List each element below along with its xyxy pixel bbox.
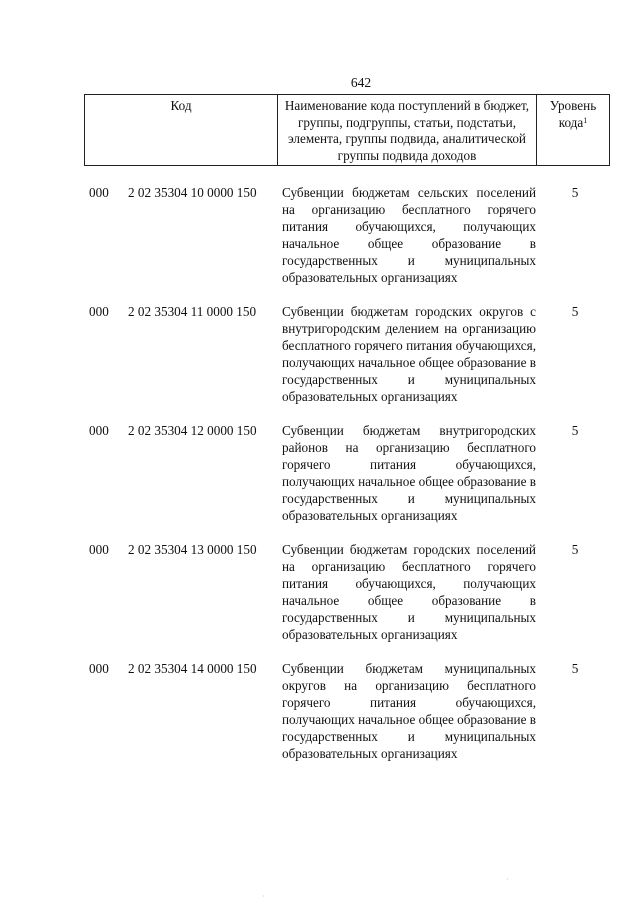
page-number: 642 <box>350 75 372 90</box>
table-row <box>0 542 640 661</box>
row-level: 5 <box>571 423 579 438</box>
row-budget-code: 2 02 35304 13 0000 150 <box>128 542 257 557</box>
scan-speck: · <box>262 892 265 901</box>
table-body <box>0 185 640 780</box>
row-admin-code: 000 <box>89 185 109 200</box>
table-header <box>84 94 610 166</box>
table-header-row <box>85 95 610 166</box>
row-admin-code: 000 <box>89 304 109 319</box>
table-row <box>0 304 640 423</box>
table-row <box>0 661 640 780</box>
row-budget-code: 2 02 35304 10 0000 150 <box>128 185 257 200</box>
row-level: 5 <box>571 304 579 319</box>
row-admin-code: 000 <box>89 661 109 676</box>
row-name: Субвенции бюджетам сельских поселений на организацию бесплатного горячего питания обучающихся, получающих начальное общее образование в государственных и муниципальных образовательных организациях <box>282 185 536 285</box>
header-level-label: Уровень кода <box>549 98 597 130</box>
row-name: Субвенции бюджетам городских округов с внутригородским делением на организацию бесплатного горячего питания обучающихся, получающих начальное общее образование в государственных и муниципальных образовательных организациях <box>282 304 536 404</box>
table-row <box>0 185 640 304</box>
row-level: 5 <box>571 661 579 676</box>
header-code: Код <box>85 95 278 166</box>
row-admin-code: 000 <box>89 423 109 438</box>
header-name: Наименование кода поступлений в бюджет, группы, подгруппы, статьи, подстатьи, элемента, группы подвида, аналитической группы подвида доходов <box>278 95 537 166</box>
header-level-footnote: 1 <box>583 115 588 125</box>
row-budget-code: 2 02 35304 11 0000 150 <box>128 304 257 319</box>
table-row <box>0 423 640 542</box>
row-name: Субвенции бюджетам муниципальных округов на организацию бесплатного горячего питания обучающихся, получающих начальное общее образование в государственных и муниципальных образовательных организациях <box>282 661 536 761</box>
header-level <box>537 95 610 166</box>
row-budget-code: 2 02 35304 12 0000 150 <box>128 423 257 438</box>
row-name: Субвенции бюджетам городских поселений на организацию бесплатного горячего питания обучающихся, получающих начальное общее образование в государственных и муниципальных образовательных организациях <box>282 542 536 642</box>
row-level: 5 <box>571 542 579 557</box>
row-admin-code: 000 <box>89 542 109 557</box>
row-budget-code: 2 02 35304 14 0000 150 <box>128 661 257 676</box>
scan-speck: · <box>506 875 509 884</box>
row-name: Субвенции бюджетам внутригородских районов на организацию бесплатного горячего питания обучающихся, получающих начальное общее образование в государственных и муниципальных образовательных организациях <box>282 423 536 523</box>
row-level: 5 <box>571 185 579 200</box>
